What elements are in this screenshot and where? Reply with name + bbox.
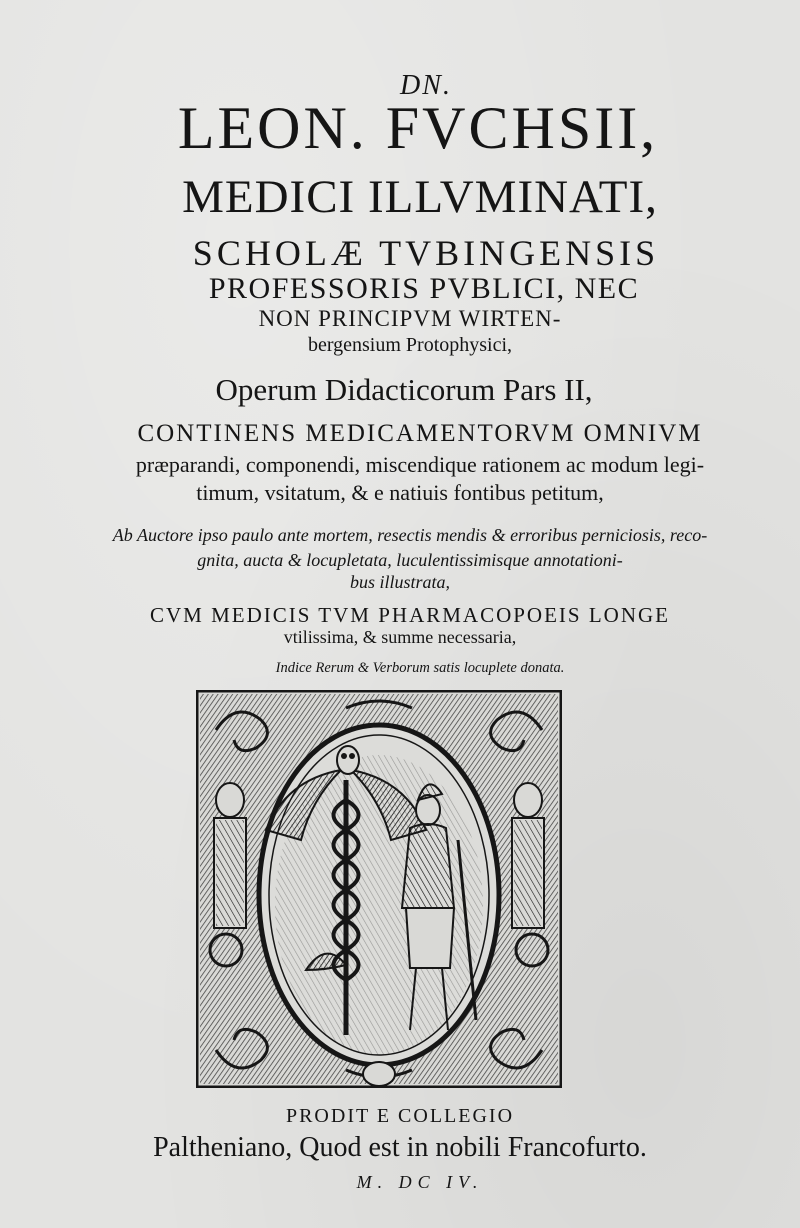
revision-line-2: gnita, aucta & locupletata, luculentissimisque annotationi- <box>197 550 623 570</box>
author-name: LEON. FVCHSII, <box>177 95 659 161</box>
printers-device-woodcut-icon <box>196 690 562 1088</box>
author-title-line-3: PROFESSORIS PVBLICI, NEC <box>208 272 640 305</box>
revision-line-3: bus illustrata, <box>349 572 451 592</box>
revision-line-1: Ab Auctore ipso paulo ante mortem, resectis mendis & erroribus perniciosis, reco- <box>112 525 708 545</box>
index-note: Indice Rerum & Verborum satis locuplete donata. <box>275 660 565 676</box>
publication-date: M. DC IV. <box>356 1172 484 1192</box>
author-title-line-5: bergensium Protophysici, <box>307 334 513 356</box>
contents-line-1: CONTINENS MEDICAMENTORVM OMNIVM <box>137 420 703 447</box>
audience-line-1: CVM MEDICIS TVM PHARMACOPOEIS LONGE <box>150 603 670 627</box>
author-title-line-1: MEDICI ILLVMINATI, <box>182 171 658 223</box>
imprint-line-1: PRODIT E COLLEGIO <box>285 1105 515 1127</box>
imprint-line-2: Paltheniano, Quod est in nobili Francofurto. <box>153 1132 647 1163</box>
contents-line-2: præparandi, componendi, miscendique rationem ac modum legi- <box>135 452 705 477</box>
audience-line-2: vtilissima, & summe necessaria, <box>283 627 517 647</box>
work-title: Operum Didacticorum Pars II, <box>215 372 593 407</box>
author-title-line-2: SCHOLÆ TVBINGENSIS <box>192 233 660 273</box>
contents-line-3: timum, vsitatum, & e natiuis fontibus petitum, <box>196 480 604 505</box>
honorific-dn: DN. <box>400 70 452 101</box>
author-title-line-4: NON PRINCIPVM WIRTEN- <box>258 306 562 331</box>
